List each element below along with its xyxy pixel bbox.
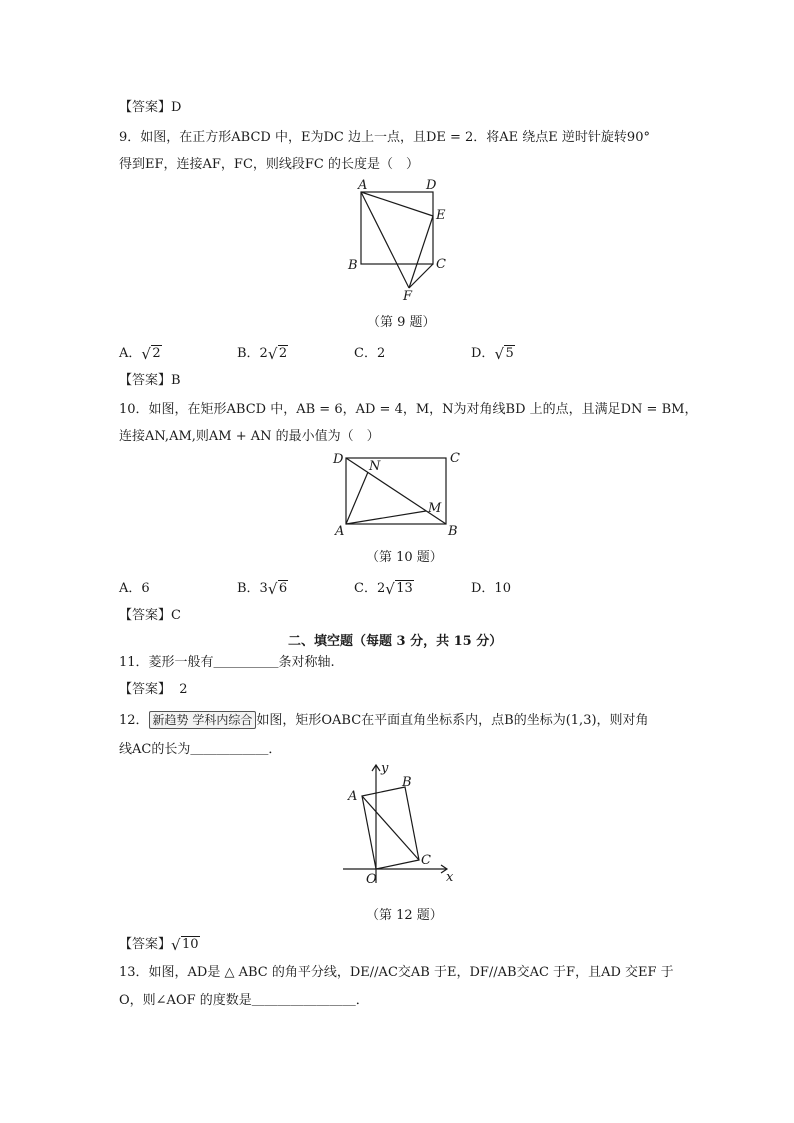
- q10-figure: [330, 448, 465, 540]
- q10-option-d: D．10: [471, 581, 511, 596]
- q11-text: 11．菱形一般有＿＿＿＿＿条对称轴.: [119, 655, 335, 670]
- q12-tag-badge: 新趋势 学科内综合: [149, 711, 257, 729]
- q9-option-c: C．2: [354, 346, 386, 361]
- q9-label-E: E: [436, 208, 446, 223]
- q9-label-C: C: [436, 257, 446, 272]
- q9-option-b: B．2√ 2: [237, 342, 288, 361]
- q10-option-b: B．3√ 6: [237, 577, 288, 596]
- q9-text-line1: 9．如图，在正方形ABCD 中，E为DC 边上一点，且DE = 2．将AE 绕点E 逆时针旋转90°: [119, 130, 650, 145]
- q10-segment-AN: [346, 472, 368, 524]
- q12-label-B: B: [402, 775, 412, 790]
- q13-text-line2: O，则∠AOF 的度数是＿＿＿＿＿＿＿＿．: [119, 993, 369, 1008]
- q11-answer: 【答案】 2: [119, 682, 188, 697]
- q9-label-A: A: [358, 178, 368, 193]
- q9-answer: 【答案】B: [119, 373, 181, 388]
- q12-figure: [335, 760, 460, 890]
- q10-label-B: B: [448, 524, 458, 539]
- q12-caption: （第 12 题）: [366, 908, 443, 923]
- q9-label-D: D: [426, 178, 437, 193]
- q9-segment-EF: [409, 216, 433, 288]
- q10-label-N: N: [369, 459, 381, 474]
- q9-option-d: D．√ 5: [471, 342, 515, 361]
- q12-answer: 【答案】√ 10: [119, 933, 200, 952]
- q13-text-line1: 13．如图，AD是 △ ABC 的角平分线，DE//AC交AB 于E，DF//AB交AC 于F，且AD 交EF 于: [119, 965, 674, 980]
- q9-figure: [340, 175, 460, 305]
- q12-text-line2: 线AC的长为＿＿＿＿＿＿．: [119, 742, 282, 757]
- q10-label-M: M: [428, 501, 442, 516]
- q10-answer: 【答案】C: [119, 608, 181, 623]
- q12-label-x: x: [446, 870, 454, 885]
- q12-label-O: O: [366, 872, 377, 887]
- q10-segment-AM: [346, 511, 426, 524]
- q8-answer: 【答案】D: [119, 100, 182, 115]
- q12-text-line1: 12． 新趋势 学科内综合 如图，矩形OABC在平面直角坐标系内，点B的坐标为(1,3)，则对角: [119, 713, 649, 728]
- q10-text-line2: 连接AN,AM,则AM + AN 的最小值为（ ）: [119, 429, 380, 444]
- q12-label-C: C: [421, 853, 431, 868]
- q12-label-A: A: [348, 789, 358, 804]
- section-title: 二、填空题（每题 3 分，共 15 分）: [288, 634, 503, 649]
- q12-diagonal-AC: [362, 796, 419, 860]
- q10-caption: （第 10 题）: [366, 550, 443, 565]
- q9-option-a: A．√ 2: [119, 342, 162, 361]
- q9-segment-AF: [361, 192, 409, 288]
- q12-label-y: y: [381, 761, 389, 776]
- q9-text-line2: 得到EF，连接AF，FC，则线段FC 的长度是（ ）: [119, 157, 419, 172]
- q9-caption: （第 9 题）: [367, 315, 436, 330]
- q10-label-D: D: [333, 452, 344, 467]
- q10-label-A: A: [335, 524, 345, 539]
- q9-square: [361, 192, 433, 264]
- q10-label-C: C: [450, 451, 460, 466]
- q10-option-a: A．6: [119, 581, 150, 596]
- q9-label-B: B: [348, 258, 358, 273]
- q10-text-line1: 10．如图，在矩形ABCD 中，AB = 6，AD = 4，M，N为对角线BD 上的点，且满足DN = BM，: [119, 402, 698, 417]
- q10-option-c: C．2√ 13: [354, 577, 414, 596]
- q9-label-F: F: [403, 289, 413, 304]
